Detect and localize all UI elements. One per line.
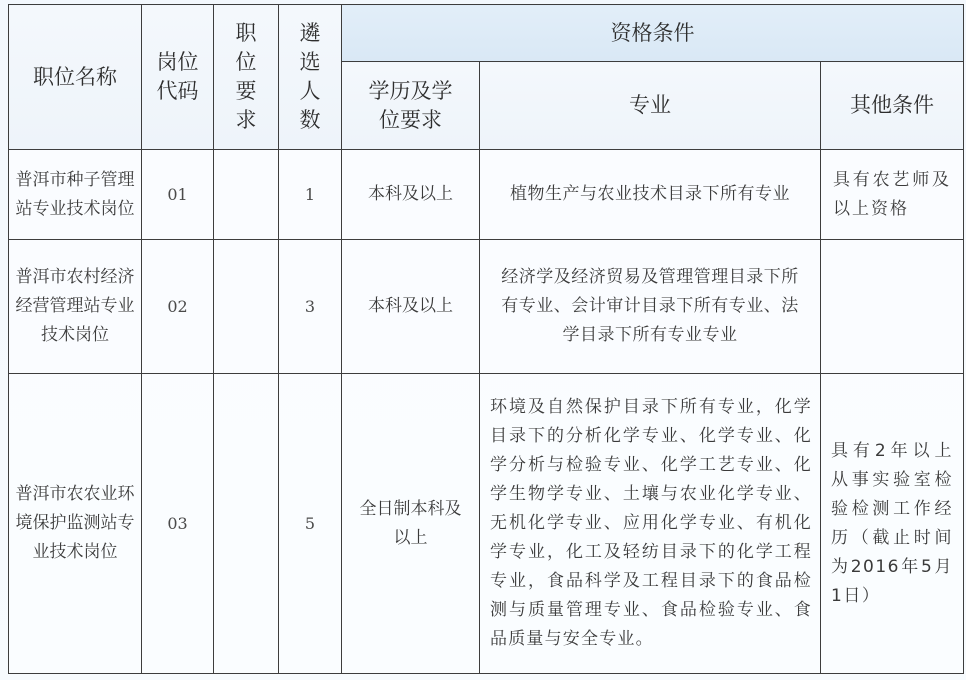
header-qualifications [342,5,964,62]
education-text: 本科及以上 [368,296,453,316]
cell-major [480,374,821,674]
count-text: 3 [304,297,316,316]
major-text: 经济学及经济贸易及管理管理目录下所有专业、会计审计目录下所有专业、法学目录下所有专业专业 [501,267,799,345]
header-position-code [142,5,214,150]
cell-count [279,240,342,374]
position-code-text: 01 [167,185,188,204]
cell-other [821,374,964,674]
header-position-req-label: 职位要求 [235,21,257,132]
cell-other [821,240,964,374]
header-position-code-label: 岗位代码 [156,50,199,103]
cell-position-name [9,150,142,240]
other-text: 具有农艺师及以上资格 [833,169,952,219]
cell-position-name [9,374,142,674]
table-row [9,150,964,240]
education-text: 本科及以上 [368,184,453,204]
cell-position-name [9,240,142,374]
header-position-name-label: 职位名称 [33,64,117,89]
count-text: 5 [304,514,316,533]
header-other [821,62,964,150]
cell-major [480,150,821,240]
cell-major [480,240,821,374]
position-name-text: 普洱市农农业环境保护监测站专业技术岗位 [15,484,135,562]
other-text: 具有2年以上从事实验室检验检测工作经历（截止时间为2016年5月1日） [831,440,954,606]
recruitment-table [8,4,964,674]
cell-count [279,150,342,240]
table-row [9,374,964,674]
header-position-req [214,5,279,150]
header-count [279,5,342,150]
header-education [342,62,480,150]
cell-position-req [214,374,279,674]
education-text: 全日制本科及以上 [359,498,462,548]
position-name-text: 普洱市种子管理站专业技术岗位 [15,169,135,219]
cell-position-req [214,150,279,240]
cell-position-code [142,374,214,674]
header-count-label: 遴选人数 [299,21,321,132]
major-text: 植物生产与农业技术目录下所有专业 [510,184,790,204]
header-row-1 [9,5,964,62]
cell-position-req [214,240,279,374]
count-text: 1 [304,185,316,204]
cell-education [342,150,480,240]
cell-education [342,240,480,374]
header-qualifications-label: 资格条件 [610,20,695,45]
cell-position-code [142,240,214,374]
position-name-text: 普洱市农村经济经营管理站专业技术岗位 [15,267,135,345]
position-code-text: 02 [167,297,188,316]
header-other-label: 其他条件 [850,93,934,117]
cell-other [821,150,964,240]
header-major [480,62,821,150]
header-education-label: 学历及学位要求 [368,78,453,132]
major-text: 环境及自然保护目录下所有专业，化学目录下的分析化学专业、化学专业、化学分析与检验专业、化学工艺专业、化学生物学专业、土壤与农业化学专业、无机化学专业、应用化学专业、有机化学专业，化工及轻纺目录下的化学工程专业，食品科学及工程目录下的食品检测与质量管理专业、食品检验专业、食品质量与安全专业。 [490,397,812,649]
cell-education [342,374,480,674]
cell-count [279,374,342,674]
position-code-text: 03 [167,514,188,533]
cell-position-code [142,150,214,240]
header-major-label: 专业 [629,93,671,117]
table-row [9,240,964,374]
header-position-name [9,5,142,150]
